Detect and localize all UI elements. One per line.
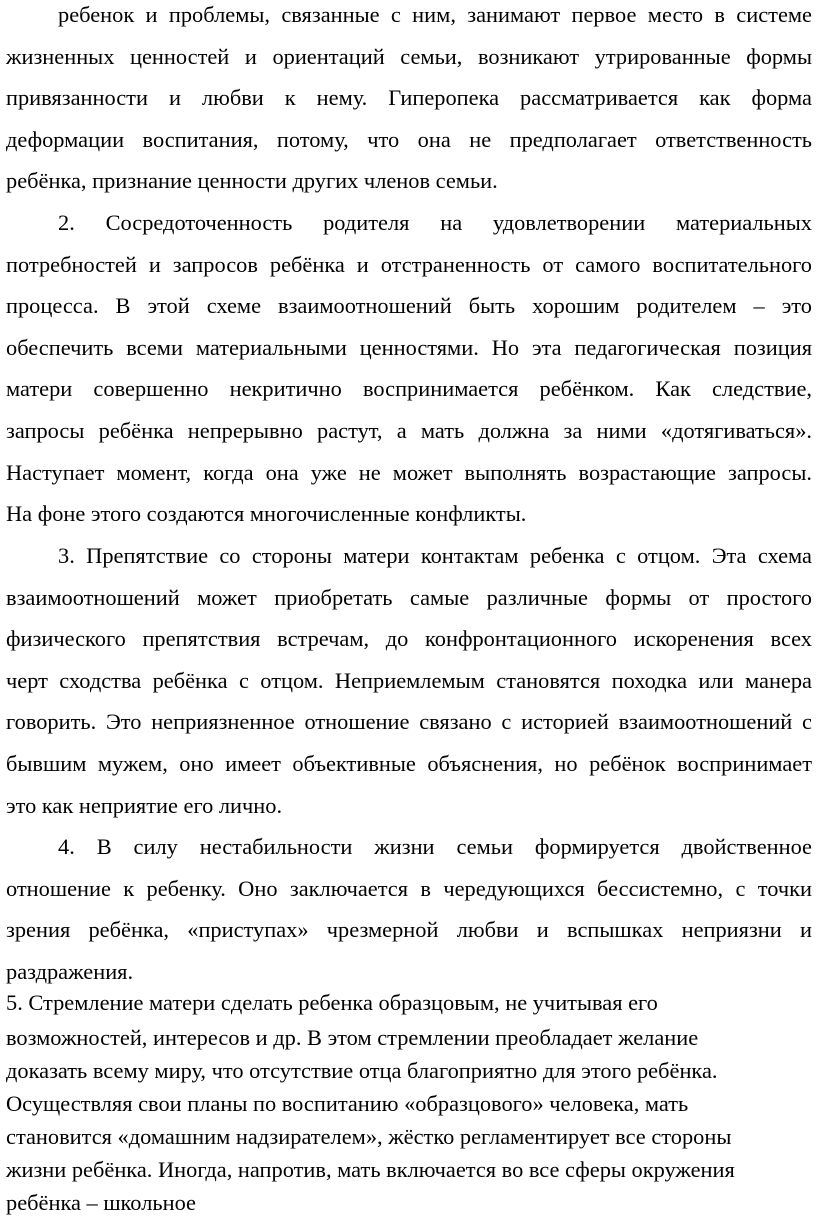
text-line: возможностей, интересов и др. В этом стремлении преобладает желание [6,1025,699,1050]
paragraph-3 [6,535,812,826]
paragraph-4 [6,826,812,992]
text-line: запросы ребёнка непрерывно растут, а мать должна за ними «дотягиваться». [6,417,812,443]
text-line: ребенок и проблемы, связанные с ним, занимают первое место в системе [58,2,812,27]
text-line: привязанности и любви к нему. Гиперопека рассматривается как форма [6,85,812,111]
text-line: становится «домашним надзирателем», жёстко регламентирует все стороны [6,1124,732,1150]
text-line: черт сходства ребёнка с отцом. Неприемлемым становятся походка или манера [6,667,812,693]
text-line: взаимоотношений может приобретать самые различные формы от простого [6,584,812,610]
text-line: физического препятствия встречам, до конфронтационного искоренения всех [6,626,812,652]
text-line: деформации воспитания, потому, что она не предполагает ответственность [6,126,812,152]
text-line: жизни ребёнка. Иногда, напротив, мать включается во все сферы окружения [6,1157,735,1183]
text-line: бывшим мужем, оно имеет объективные объяснения, но ребёнок воспринимает [6,750,812,776]
text-line: 2. Сосредоточенность родителя на удовлетворении материальных [58,210,812,235]
text-line: раздражения. [6,958,134,984]
text-line: доказать всему миру, что отсутствие отца благоприятно для этого ребёнка. [6,1058,718,1084]
text-line: обеспечить всеми материальными ценностями. Но эта педагогическая позиция [6,334,812,360]
text-line: потребностей и запросов ребёнка и отстраненность от самого воспитательного [6,251,812,277]
text-line: зрения ребёнка, «приступах» чрезмерной любви и вспышках неприязни и [6,917,812,943]
text-line: говорить. Это неприязненное отношение связано с историей взаимоотношений с [6,709,812,735]
text-line: ребёнка – школьное [6,1190,196,1216]
paragraph-continuation [6,0,812,202]
text-line: Осуществляя свои планы по воспитанию «образцового» человека, мать [6,1091,689,1117]
text-line: 3. Препятствие со стороны матери контактам ребенка с отцом. Эта схема [58,543,812,568]
text-line: Наступает момент, когда она уже не может выполнять возрастающие запросы. [6,459,812,485]
text-line: ребёнка, признание ценности других членов семьи. [6,168,498,194]
text-line: процесса. В этой схеме взаимоотношений быть хорошим родителем – это [6,293,812,319]
text-line: жизненных ценностей и ориентаций семьи, возникают утрированные формы [6,43,812,69]
paragraph-5 [6,985,812,1220]
text-line: 4. В силу нестабильности жизни семьи формируется двойственное [58,834,812,859]
text-line: отношение к ребенку. Оно заключается в чередующихся бессистемно, с точки [6,875,812,901]
paragraph-2 [6,202,812,535]
text-line: это как неприятие его лично. [6,792,283,818]
text-line: На фоне этого создаются многочисленные конфликты. [6,501,527,527]
text-line: 5. Стремление матери сделать ребенка образцовым, не учитывая его [6,990,658,1015]
text-line: матери совершенно некритично воспринимается ребёнком. Как следствие, [6,376,812,402]
